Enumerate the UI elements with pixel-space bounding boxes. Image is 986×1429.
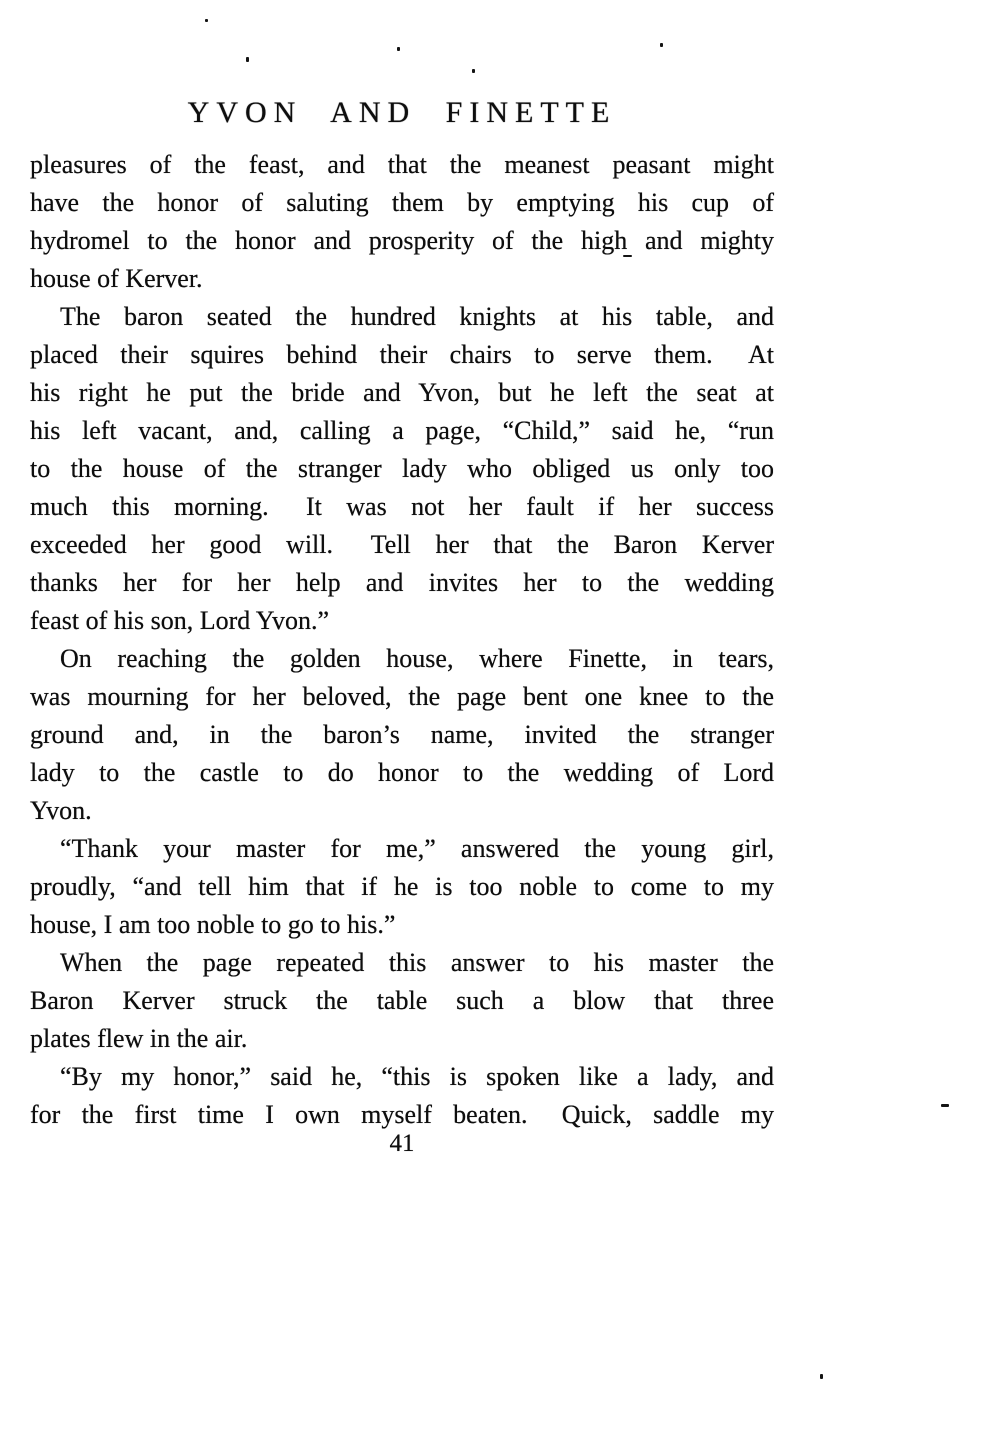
text-line: thanks her for her help and invites her to the wedding [30, 568, 774, 597]
text-line: hydromel to the honor and prosperity of the high and mighty [30, 226, 774, 255]
text-line: have the honor of saluting them by emptying his cup of [30, 188, 774, 217]
text-line: When the page repeated this answer to his master the [60, 948, 774, 977]
text-line: “Thank your master for me,” answered the young girl, [60, 834, 774, 863]
text-line: On reaching the golden house, where Finette, in tears, [60, 644, 774, 673]
text-line: house of Kerver. [30, 264, 203, 293]
page-title: YVON AND FINETTE [187, 96, 617, 129]
text-line: his right he put the bride and Yvon, but he left the seat at [30, 378, 774, 407]
page-body [30, 146, 774, 1134]
text-line: exceeded her good will. Tell her that the Baron Kerver [30, 530, 774, 559]
text-line: much this morning. It was not her fault if her success [30, 492, 774, 521]
text-line: Yvon. [30, 796, 92, 825]
text-line: his left vacant, and, calling a page, “Child,” said he, “run [30, 416, 774, 445]
ink-speck [205, 19, 208, 22]
text-line: placed their squires behind their chairs to serve them. At [30, 340, 774, 369]
text-line: house, I am too noble to go to his.” [30, 910, 396, 939]
text-line: Baron Kerver struck the table such a blow that three [30, 986, 774, 1015]
text-line: lady to the castle to do honor to the wedding of Lord [30, 758, 774, 787]
ink-speck [660, 43, 663, 47]
text-line: pleasures of the feast, and that the meanest peasant might [30, 150, 774, 179]
ink-speck [472, 69, 475, 73]
text-line: ground and, in the baron’s name, invited the stranger [30, 720, 774, 749]
ink-speck [397, 47, 400, 51]
ink-speck [246, 57, 249, 62]
text-line: proudly, “and tell him that if he is too noble to come to my [30, 872, 774, 901]
margin-dash-mark [941, 1104, 949, 1107]
text-line: feast of his son, Lord Yvon.” [30, 606, 329, 635]
page-number: 41 [389, 1130, 415, 1157]
ink-speck [820, 1374, 823, 1379]
text-line: plates flew in the air. [30, 1024, 248, 1053]
text-line: to the house of the stranger lady who obliged us only too [30, 454, 774, 483]
text-line: was mourning for her beloved, the page bent one knee to the [30, 682, 774, 711]
text-line: The baron seated the hundred knights at his table, and [60, 302, 774, 331]
text-line: “By my honor,” said he, “this is spoken like a lady, and [60, 1062, 774, 1091]
text-line: for the first time I own myself beaten. Quick, saddle my [30, 1100, 774, 1129]
